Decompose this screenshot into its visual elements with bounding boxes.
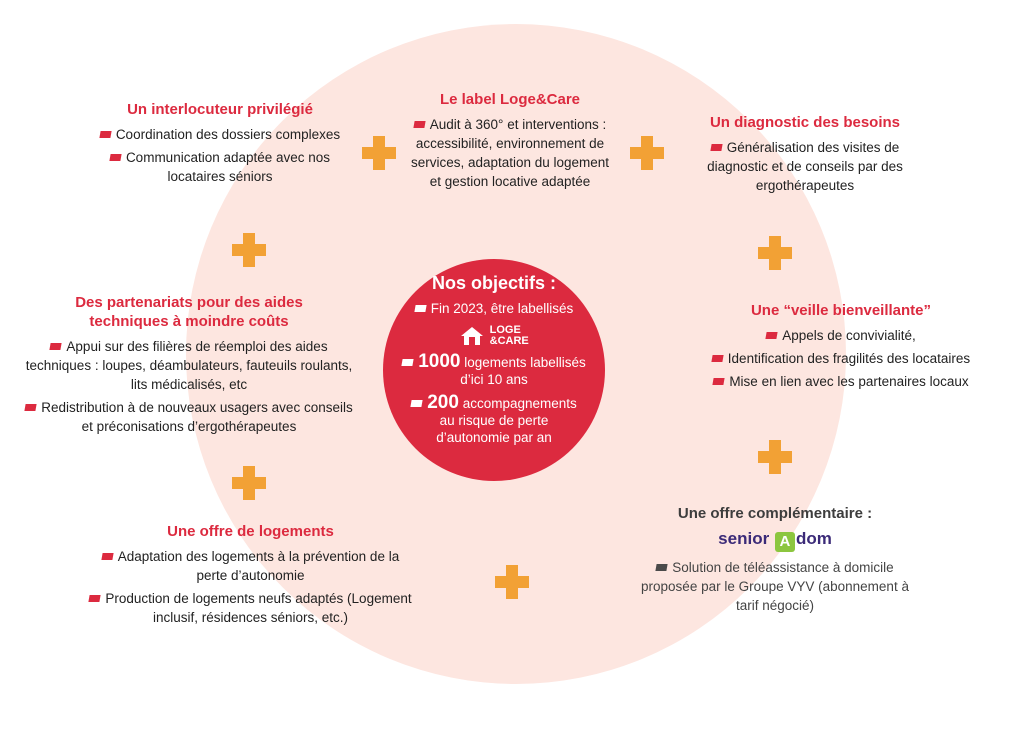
list-item: Généralisation des visites de diagnostic et de conseils par des ergothérapeutes <box>707 140 903 193</box>
block-title: Le label Loge&Care <box>439 91 581 108</box>
logo-line: &CARE <box>489 335 529 347</box>
senior-adom-logo: senior A dom <box>718 529 832 550</box>
logo-line: LOGE <box>489 324 521 336</box>
plus-icon <box>232 466 266 500</box>
bullet-icon <box>25 404 37 411</box>
block-complementaire <box>630 504 920 619</box>
block-label <box>405 90 615 195</box>
list-item: Appels de convivialité, <box>676 326 1006 345</box>
bullet-icon <box>411 400 423 407</box>
loge-care-logo <box>459 325 529 347</box>
objectives-title: Nos objectifs : <box>431 273 556 293</box>
objective-item: 1000 logements labellisés d’ici 10 ans <box>383 353 605 388</box>
list-item: Audit à 360° et interventions : accessibilité, environnement de services, adaptation du logement et gestion locative adaptée <box>410 117 610 189</box>
bullet-icon <box>414 305 426 312</box>
bullet-icon <box>656 564 668 571</box>
plus-icon <box>758 236 792 270</box>
plus-icon <box>758 440 792 474</box>
list-item: Mise en lien avec les partenaires locaux <box>676 372 1006 391</box>
bullet-icon <box>402 359 414 366</box>
objective-item: 200 accompagnements au risque de perte d’autonomie par an <box>383 394 605 446</box>
bullet-icon <box>99 131 111 138</box>
block-title: Une offre complémentaire : <box>677 505 873 522</box>
block-interlocuteur <box>95 100 345 190</box>
block-diagnostic <box>690 113 920 199</box>
list-item: Adaptation des logements à la prévention de la perte d’autonomie <box>88 547 413 585</box>
block-title: Des partenariats pour des aides techniques à moindre coûts <box>75 294 303 330</box>
bullet-icon <box>713 378 725 385</box>
block-logements <box>88 522 413 631</box>
plus-icon <box>232 233 266 267</box>
list-item: Appui sur des filières de réemploi des aides techniques : loupes, déambulateurs, fauteuils roulants, lits médicalisés, etc <box>25 339 353 392</box>
bullet-icon <box>413 121 425 128</box>
bullet-icon <box>711 355 723 362</box>
list-item: Communication adaptée avec nos locataires séniors <box>95 148 345 186</box>
bullet-icon <box>766 332 778 339</box>
block-title: Une “veille bienveillante” <box>750 302 932 319</box>
block-partenariats <box>18 293 360 440</box>
list-item: Solution de téléassistance à domicile proposée par le Groupe VYV (abonnement à tarif négocié) <box>641 560 909 613</box>
plus-icon <box>362 136 396 170</box>
list-item: Identification des fragilités des locataires <box>676 349 1006 368</box>
list-item: Production de logements neufs adaptés (Logement inclusif, résidences séniors, etc.) <box>88 589 413 627</box>
block-title: Une offre de logements <box>167 523 334 540</box>
house-icon <box>459 325 485 347</box>
bullet-icon <box>89 595 101 602</box>
list-item: Redistribution à de nouveaux usagers avec conseils et préconisations d’ergothérapeutes <box>18 398 360 436</box>
block-veille <box>676 301 1006 395</box>
bullet-icon <box>710 144 722 151</box>
house-a-icon: A <box>775 532 795 552</box>
block-title: Un interlocuteur privilégié <box>127 101 313 118</box>
bullet-icon <box>50 343 62 350</box>
plus-icon <box>495 565 529 599</box>
objective-item: Fin 2023, être labellisés <box>383 300 605 317</box>
bullet-icon <box>101 553 113 560</box>
plus-icon <box>630 136 664 170</box>
bullet-icon <box>109 154 121 161</box>
list-item: Coordination des dossiers complexes <box>95 125 345 144</box>
objectives-circle <box>383 259 605 481</box>
block-title: Un diagnostic des besoins <box>709 114 901 131</box>
